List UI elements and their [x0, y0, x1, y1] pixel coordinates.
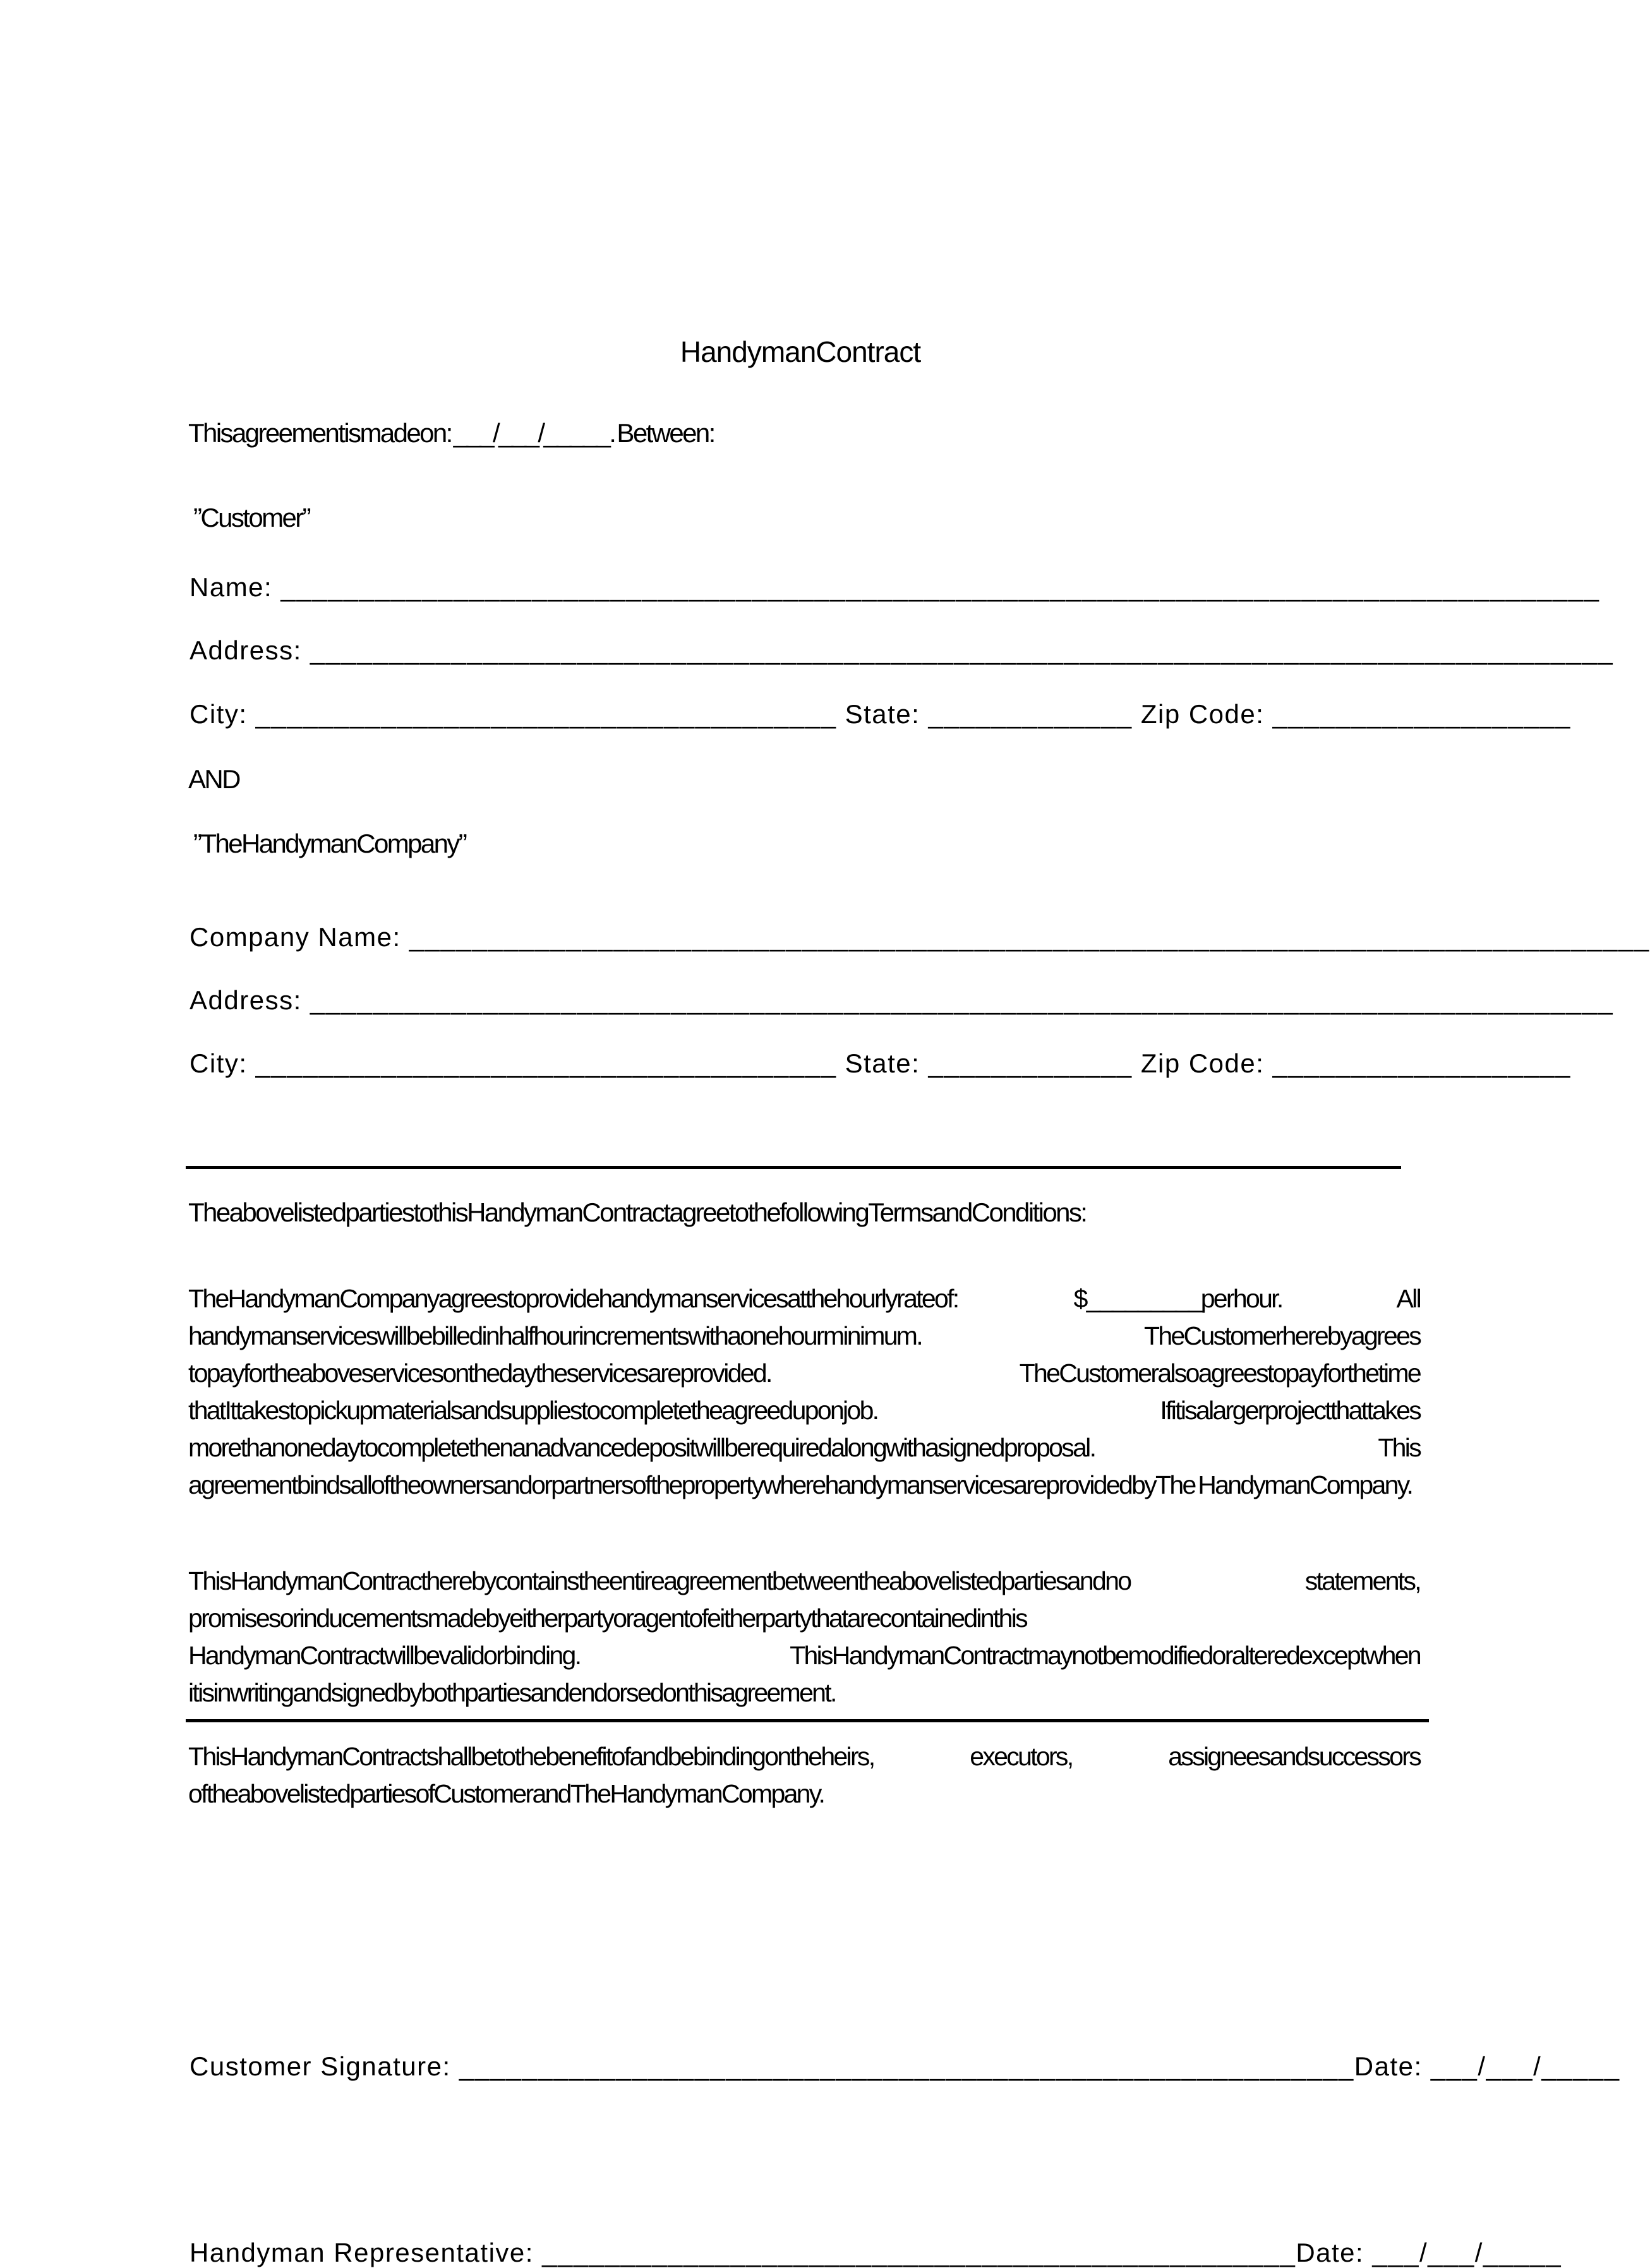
customer-address-field[interactable]: Address: ___________________________________________________________________________________	[190, 635, 1614, 665]
company-name-field[interactable]: Company Name: _______________________________________________________________________________	[190, 922, 1650, 952]
rate-paragraph	[188, 1280, 1420, 1504]
entire-agreement-text: ThisHandymanContractherebycontainstheentireagreementbetweentheabovelistedpartiesandno statements, promisesorinducementsmadebyeitherpartyoragentofeitherpartythatarecontainedinthis HandymanContractwillbevalidorbinding. ThisHandymanContractmaynotbemodifiedoralteredexceptwhen itisinwritingandsignedbybothpartiesandendorsedonthisagreement.	[188, 1566, 1420, 1707]
company-address-field[interactable]: Address: ___________________________________________________________________________________	[190, 985, 1614, 1015]
and-separator: AND	[188, 764, 239, 794]
binding-paragraph-text: ThisHandymanContractshallbetothebenefitofandbebindingontheheirs, executors, assigneesandsuccessors oftheabovelistedpartiesofCustomerandTheHandymanCompany.	[188, 1742, 1420, 1808]
company-city-state-zip-field[interactable]: City: _____________________________________ State: _____________ Zip Code: ___________________	[190, 1048, 1571, 1078]
customer-heading: ”Customer”	[193, 503, 310, 532]
document-title: HandymanContract	[680, 335, 921, 368]
section-divider	[186, 1166, 1401, 1169]
company-heading: ”TheHandymanCompany”	[193, 829, 466, 858]
customer-signature-line[interactable]: Customer Signature: _________________________________________________________Date: ___/___/_____	[190, 2051, 1620, 2081]
entire-agreement-paragraph	[188, 1563, 1420, 1712]
terms-intro: TheabovelistedpartiestothisHandymanContractagreetothefollowingTermsandConditions:	[188, 1197, 1087, 1227]
paragraph-divider	[186, 1719, 1429, 1722]
rate-paragraph-text: TheHandymanCompanyagreestoprovidehandymanservicesatthehourlyrateof: $_________perhour. All handymanserviceswillbebilledinhalfhourincrementswithaonehourminimum. TheCustomerherebyagrees topayfortheaboveservicesonthedaytheservicesareprovided. TheCustomeralsoagreestopayforthetime thatIttakestopickupmaterialsandsuppliestocompletetheagreeduponjob. Ifitisalargerprojectthattakes morethanonedaytocompletethenanadvancedepositwillberequiredalongwithasignedproposal. This agreementbindsalloftheownersandorpartnersofthepropertywherehandymanservicesareprovidedbyThe HandymanCompany.	[188, 1284, 1420, 1499]
handyman-signature-line[interactable]: Handyman Representative: ________________________________________________Date: ___/___/_____	[190, 2238, 1562, 2267]
binding-paragraph	[188, 1738, 1420, 1813]
agreement-date-line: Thisagreementismadeon: ___/___/_____. Between:	[188, 418, 714, 448]
customer-name-field[interactable]: Name: ____________________________________________________________________________________	[190, 572, 1600, 602]
customer-city-state-zip-field[interactable]: City: _____________________________________ State: _____________ Zip Code: ___________________	[190, 699, 1571, 729]
